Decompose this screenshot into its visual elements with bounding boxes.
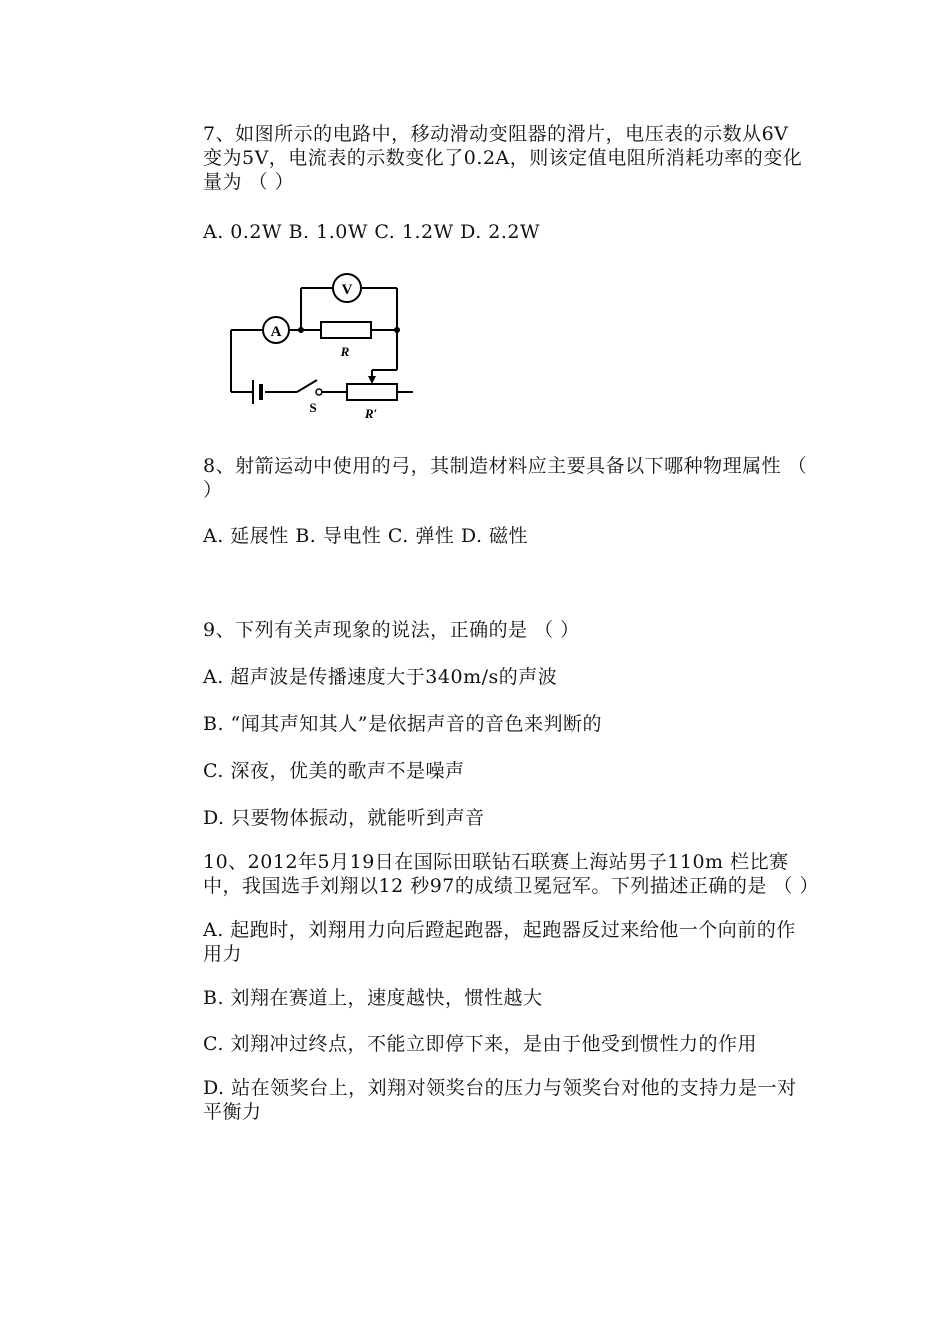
question-10-option-b: B. 刘翔在赛道上，速度越快，惯性越大 xyxy=(203,987,543,1009)
question-10-option-c: C. 刘翔冲过终点，不能立即停下来，是由于他受到惯性力的作用 xyxy=(203,1033,757,1055)
question-8-options: A. 延展性 B. 导电性 C. 弹性 D. 磁性 xyxy=(203,525,529,547)
question-9-stem: 9、下列有关声现象的说法，正确的是 （ ） xyxy=(203,619,580,641)
question-9-option-b: B. “闻其声知其人”是依据声音的音色来判断的 xyxy=(203,713,602,735)
ammeter-label: A xyxy=(270,324,282,340)
exam-page xyxy=(203,122,819,1124)
question-8-stem: 8、射箭运动中使用的弓，其制造材料应主要具备以下哪种物理属性 （ ） xyxy=(203,455,814,501)
circuit-diagram xyxy=(227,266,437,426)
question-9-option-c: C. 深夜，优美的歌声不是噪声 xyxy=(203,760,465,782)
question-10-stem: 10、2012年5月19日在国际田联钻石联赛上海站男子110m 栏比赛中，我国选手刘翔以12 秒97的成绩卫冕冠军。下列描述正确的是 （ ） xyxy=(203,851,819,897)
question-9-option-d: D. 只要物体振动，就能听到声音 xyxy=(203,807,485,829)
rheostat-label: R′ xyxy=(364,406,378,421)
question-9-option-a: A. 超声波是传播速度大于340m/s的声波 xyxy=(203,666,558,688)
resistor-label: R xyxy=(340,344,350,359)
question-10-option-d: D. 站在领奖台上，刘翔对领奖台的压力与领奖台对他的支持力是一对平衡力 xyxy=(203,1077,797,1123)
question-7-stem: 7、如图所示的电路中，移动滑动变阻器的滑片，电压表的示数从6V 变为5V，电流表的示数变化了0.2A，则该定值电阻所消耗功率的变化量为 （ ） xyxy=(203,123,803,193)
switch-label: S xyxy=(309,400,317,415)
question-7-options: A. 0.2W B. 1.0W C. 1.2W D. 2.2W xyxy=(203,221,541,243)
voltmeter-label: V xyxy=(341,282,353,298)
question-10-option-a: A. 起跑时，刘翔用力向后蹬起跑器，起跑器反过来给他一个向前的作用力 xyxy=(203,919,796,965)
